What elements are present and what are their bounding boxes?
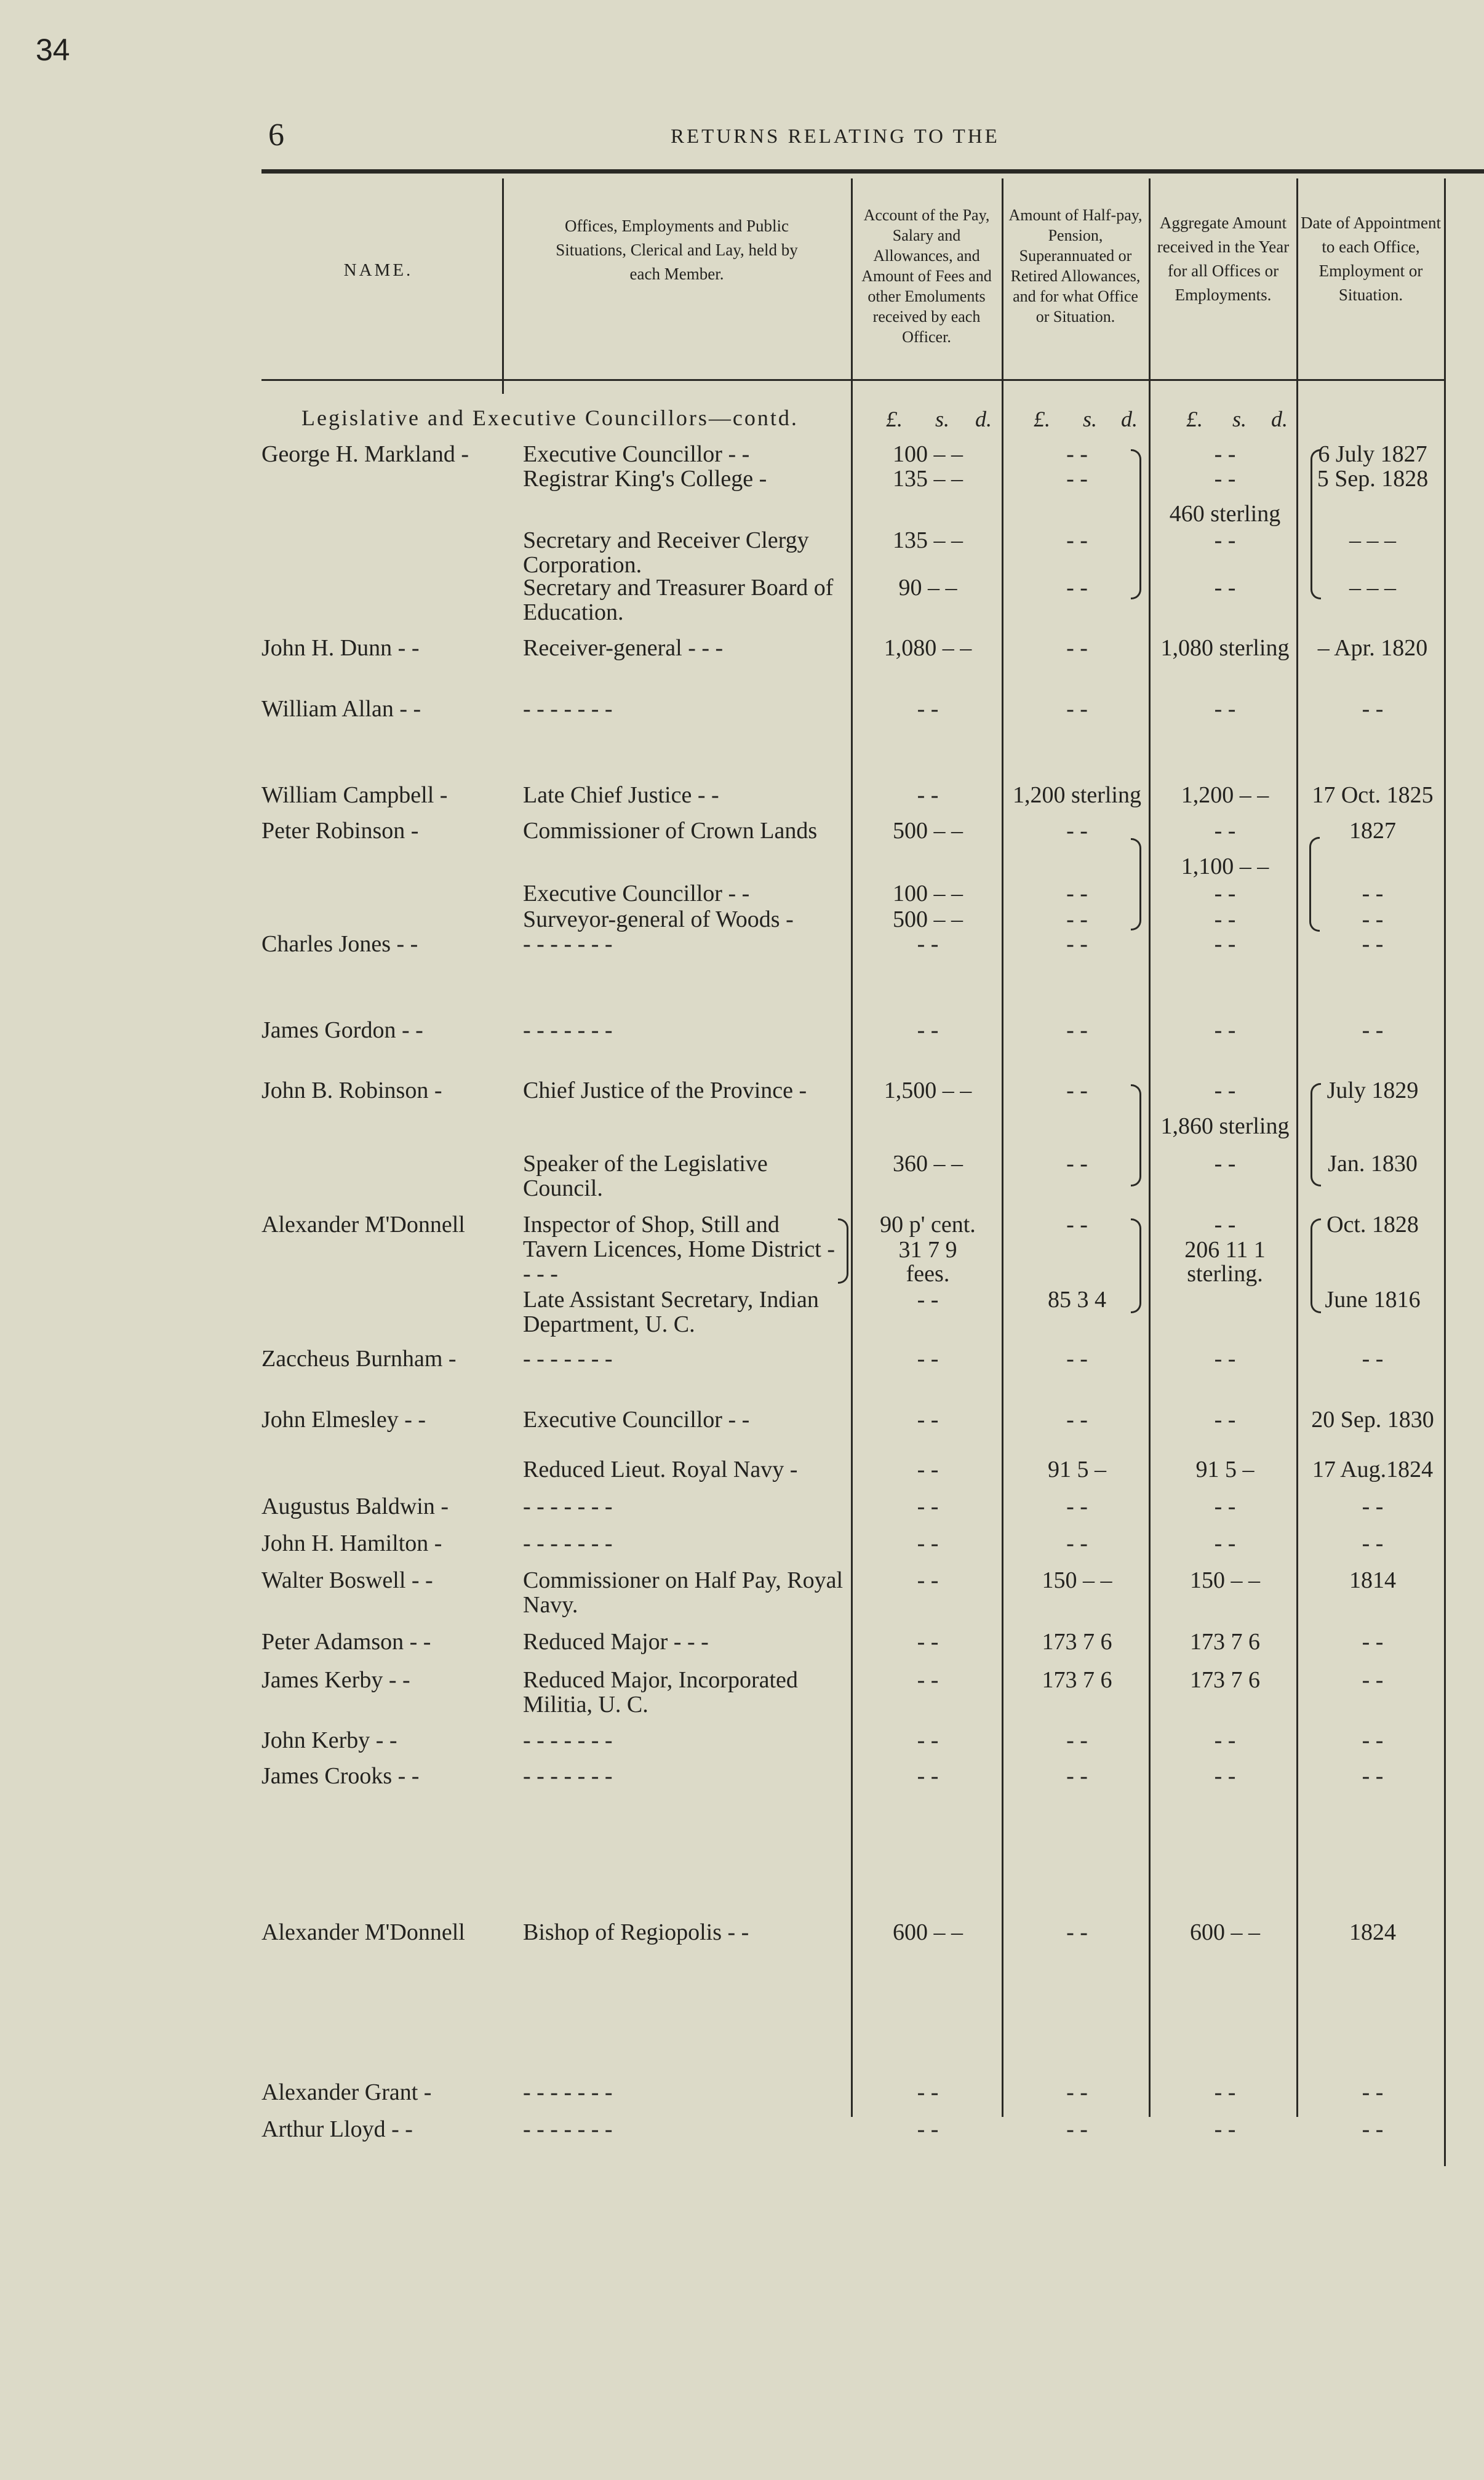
col-divider-4 [1149,178,1151,2117]
row-office: Executive Councillor - - [523,1407,750,1433]
row-halfpay: - - [1066,1346,1088,1372]
row-halfpay: 173 7 6 [1042,1629,1112,1655]
row-date: 1827 [1349,818,1396,844]
row-aggregate: - - [1214,1017,1236,1043]
row-office: Bishop of Regiopolis - - [523,1919,749,1945]
row-halfpay: - - [1066,931,1088,957]
row-office: Late Assistant Secretary, Indian Department, U. C. [523,1287,819,1337]
row-office: Secretary and Receiver Clergy Corporation. [523,527,809,578]
row-account: - - [917,1287,939,1313]
row-office: Commissioner of Crown Lands [523,818,818,844]
row-date: Jan. 1830 [1328,1151,1418,1177]
row-halfpay: - - [1066,1151,1088,1177]
row-aggregate: 173 7 6 [1190,1667,1260,1693]
row-date: – – – [1349,527,1396,553]
row-name: Arthur Lloyd - - [261,2116,413,2142]
row-office: Reduced Lieut. Royal Navy - [523,1457,798,1482]
row-date: - - [1362,931,1384,957]
row-name: George H. Markland - [261,441,469,467]
aggregate-pounds: £. [1186,407,1203,431]
row-office: Surveyor-general of Woods - [523,906,794,932]
header-offices: Offices, Employments and Public Situations, Clerical and Lay, held by each Member. [556,217,798,283]
row-halfpay: - - [1066,1727,1088,1753]
row-account: 135 – – [893,466,963,492]
row-halfpay: 150 – – [1042,1567,1112,1593]
row-office: - - - - - - - [523,2116,613,2142]
row-aggregate: - - [1214,2116,1236,2142]
row-name: John Elmesley - - [261,1407,426,1433]
row-date: July 1829 [1326,1078,1419,1103]
row-name: James Gordon - - [261,1017,423,1043]
row-date: - - [1362,1727,1384,1753]
row-office: Executive Councillor - - [523,881,750,906]
col-divider-1 [502,178,504,394]
row-date: – – – [1349,575,1396,601]
header-date: Date of Appointment to each Office, Employment or Situation. [1301,214,1441,304]
row-name: John B. Robinson - [261,1078,442,1103]
row-account: - - [917,2116,939,2142]
row-date: - - [1362,906,1384,932]
row-date: - - [1362,1346,1384,1372]
row-name: James Kerby - - [261,1667,410,1693]
row-aggregate: 1,200 – – [1181,782,1269,808]
row-date: - - [1362,696,1384,722]
row-aggregate: - - [1214,575,1236,601]
row-office: - - - - - - - [523,1017,613,1043]
row-office: - - - - - - - [523,2079,613,2105]
row-date: - - [1362,2079,1384,2105]
row-account: 1,500 – – [884,1078,972,1103]
row-halfpay: - - [1066,1919,1088,1945]
account-pence: d. [975,407,992,431]
row-aggregate: - - [1214,441,1236,467]
offices-right-rule [851,1957,853,2117]
row-aggregate: 206 11 1 [1184,1237,1266,1263]
row-date: June 1816 [1325,1287,1421,1313]
row-office: Chief Justice of the Province - [523,1078,807,1103]
row-account: - - [917,782,939,808]
row-account: - - [917,1346,939,1372]
row-date: - - [1362,1629,1384,1655]
col-divider-2 [851,178,853,2117]
row-account: 90 – – [898,575,957,601]
row-aggregate: 1,860 sterling [1160,1113,1290,1139]
row-aggregate: - - [1214,1212,1236,1238]
row-aggregate: - - [1214,1346,1236,1372]
row-account: - - [917,1567,939,1593]
row-aggregate: - - [1214,931,1236,957]
col-divider-5 [1296,178,1298,2117]
row-account: 31 7 9 [898,1237,957,1263]
row-aggregate: - - [1214,527,1236,553]
row-office: Secretary and Treasurer Board of Education. [523,575,834,625]
row-name: Alexander M'Donnell [261,1919,465,1945]
account-pounds: £. [886,407,903,431]
account-shillings: s. [935,407,950,431]
row-name: John H. Dunn - - [261,635,420,661]
row-account: 135 – – [893,527,963,553]
row-date: - - [1362,881,1384,906]
row-account: 500 – – [893,906,963,932]
row-aggregate: - - [1214,466,1236,492]
row-name: John Kerby - - [261,1727,397,1753]
row-date: – Apr. 1820 [1317,635,1428,661]
top-rule [261,169,1484,174]
row-date: 1814 [1349,1567,1396,1593]
row-aggregate: 1,100 – – [1181,854,1269,879]
row-halfpay: - - [1066,1212,1088,1238]
row-account: - - [917,696,939,722]
aggregate-pence: d. [1271,407,1288,431]
row-halfpay: - - [1066,881,1088,906]
sheet-number: 34 [36,33,70,67]
row-account: 600 – – [893,1919,963,1945]
row-account: - - [917,1667,939,1693]
row-aggregate: - - [1214,906,1236,932]
row-account: - - [917,2079,939,2105]
header-account: Account of the Pay, Salary and Allowances, and Amount of Fees and other Emoluments received by each Officer. [861,206,992,346]
row-account: - - [917,931,939,957]
row-name: Peter Adamson - - [261,1629,431,1655]
row-aggregate: - - [1214,2079,1236,2105]
header-halfpay: Amount of Half-pay, Pension, Superannuated or Retired Allowances, and for what Office or Situation. [1008,206,1143,326]
row-account: - - [917,1763,939,1789]
row-halfpay: - - [1066,1078,1088,1103]
halfpay-shillings: s. [1083,407,1098,431]
row-account: fees. [906,1261,950,1287]
row-halfpay: - - [1066,2116,1088,2142]
row-date: - - [1362,1530,1384,1556]
row-name: Peter Robinson - [261,818,419,844]
header-bottom-rule [261,379,1446,381]
row-aggregate: - - [1214,1494,1236,1519]
row-account: - - [917,1727,939,1753]
row-name: Alexander Grant - [261,2079,432,2105]
row-office: Receiver-general - - - [523,635,724,661]
row-office: - - - - - - - [523,1494,613,1519]
section-title: Legislative and Executive Councillors—contd. [301,406,799,430]
row-office: - - - - - - - [523,1727,613,1753]
row-halfpay: 85 3 4 [1048,1287,1106,1313]
row-account: 100 – – [893,881,963,906]
row-name: Walter Boswell - - [261,1567,433,1593]
row-aggregate: - - [1214,1078,1236,1103]
row-office: Speaker of the Legislative Council. [523,1151,768,1201]
row-name: James Crooks - - [261,1763,420,1789]
row-date: 17 Aug.1824 [1312,1457,1434,1482]
row-account: - - [917,1629,939,1655]
row-date: - - [1362,1763,1384,1789]
row-aggregate: - - [1214,1151,1236,1177]
row-halfpay: - - [1066,1407,1088,1433]
row-aggregate: 1,080 sterling [1160,635,1290,661]
row-date: 6 July 1827 [1318,441,1427,467]
row-halfpay: 1,200 sterling [1013,782,1141,808]
row-account: - - [917,1530,939,1556]
row-halfpay: - - [1066,635,1088,661]
row-aggregate: 150 – – [1190,1567,1260,1593]
row-office: - - - - - - - [523,1530,613,1556]
row-office: - - - - - - - [523,696,613,722]
col-divider-6 [1444,178,1446,2166]
row-aggregate: - - [1214,1530,1236,1556]
row-office: Late Chief Justice - - [523,782,719,808]
row-halfpay: - - [1066,1530,1088,1556]
row-account: 500 – – [893,818,963,844]
row-aggregate: - - [1214,696,1236,722]
aggregate-shillings: s. [1232,407,1247,431]
row-name: William Campbell - [261,782,448,808]
row-account: - - [917,1494,939,1519]
header-aggregate: Aggregate Amount received in the Year for all Offices or Employments. [1157,214,1290,304]
row-halfpay: - - [1066,818,1088,844]
row-office: Reduced Major, Incorporated Militia, U. C. [523,1667,798,1718]
row-office: - - - - - - - [523,1346,613,1372]
row-halfpay: - - [1066,1494,1088,1519]
row-date: 5 Sep. 1828 [1317,466,1429,492]
row-halfpay: - - [1066,575,1088,601]
row-date: - - [1362,2116,1384,2142]
row-aggregate: - - [1214,1763,1236,1789]
row-aggregate: - - [1214,881,1236,906]
row-name: Charles Jones - - [261,931,418,957]
row-date: 1824 [1349,1919,1396,1945]
row-aggregate: 460 sterling [1169,501,1281,527]
row-name: Alexander M'Donnell [261,1212,465,1238]
row-office: - - - - - - - [523,931,613,957]
row-name: Zaccheus Burnham - [261,1346,457,1372]
row-halfpay: - - [1066,696,1088,722]
halfpay-pounds: £. [1034,407,1050,431]
row-office: Reduced Major - - - [523,1629,709,1655]
row-halfpay: - - [1066,527,1088,553]
row-office: Commissioner on Half Pay, Royal Navy. [523,1567,843,1618]
row-halfpay: - - [1066,466,1088,492]
row-halfpay: - - [1066,2079,1088,2105]
row-aggregate: 600 – – [1190,1919,1260,1945]
header-name: NAME. [343,260,413,280]
row-date: - - [1362,1667,1384,1693]
row-aggregate: - - [1214,1407,1236,1433]
row-aggregate: - - [1214,818,1236,844]
row-date: Oct. 1828 [1326,1212,1419,1238]
row-date: - - [1362,1494,1384,1519]
col-divider-3 [1002,178,1003,2117]
row-aggregate: 173 7 6 [1190,1629,1260,1655]
row-date: 20 Sep. 1830 [1311,1407,1434,1433]
row-name: William Allan - - [261,696,421,722]
row-office: Executive Councillor - - [523,441,750,467]
row-date: 17 Oct. 1825 [1312,782,1434,808]
row-account: 360 – – [893,1151,963,1177]
row-account: 1,080 – – [884,635,972,661]
row-account: 90 p' cent. [880,1212,976,1238]
row-halfpay: - - [1066,906,1088,932]
row-name: Augustus Baldwin - [261,1494,449,1519]
page-number: 6 [268,118,284,153]
row-account: - - [917,1407,939,1433]
row-halfpay: - - [1066,1763,1088,1789]
row-office: Registrar King's College - [523,466,767,492]
row-aggregate: - - [1214,1727,1236,1753]
halfpay-pence: d. [1121,407,1138,431]
row-halfpay: - - [1066,441,1088,467]
row-account: - - [917,1457,939,1482]
row-halfpay: - - [1066,1017,1088,1043]
row-office: - - - - - - - [523,1763,613,1789]
row-halfpay: 91 5 – [1048,1457,1106,1482]
row-date: - - [1362,1017,1384,1043]
running-head: RETURNS RELATING TO THE [671,126,1000,148]
row-name: John H. Hamilton - [261,1530,442,1556]
row-halfpay: 173 7 6 [1042,1667,1112,1693]
row-aggregate: sterling. [1187,1261,1263,1287]
row-office: Inspector of Shop, Still and Tavern Licences, Home District - - - - [523,1212,835,1287]
row-account: - - [917,1017,939,1043]
row-aggregate: 91 5 – [1195,1457,1255,1482]
row-account: 100 – – [893,441,963,467]
